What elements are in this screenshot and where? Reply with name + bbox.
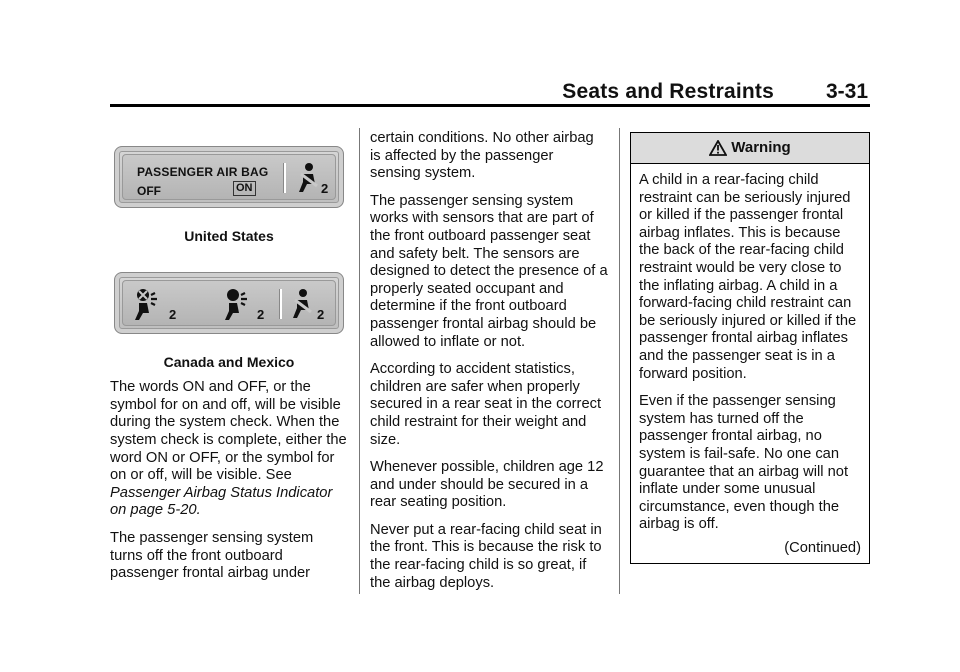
col1-paragraph-2: The passenger sensing system turns off the front outboard passenger frontal airbag under <box>110 529 314 582</box>
ca-panel-divider <box>279 289 282 319</box>
warning-paragraph-1: A child in a rear-facing child restraint can be seriously injured or killed if the passenger frontal airbag inflates. This is because the back of the rear-facing child restraint would be very close to the inflating airbag. A child in a forward-facing child restraint can be seriously injured or killed if the passenger frontal airbag inflates and the passenger seat is in a forward position. <box>639 172 857 382</box>
warning-header <box>631 133 869 164</box>
cross-reference-link: Passenger Airbag Status Indicator on page 5-20. <box>110 484 333 519</box>
continued-label: (Continued) <box>784 539 861 556</box>
column-divider-2 <box>619 128 620 594</box>
col2-paragraph-2: The passenger sensing system works with sensors that are part of the front outboard passenger seat and safety belt. The sensors are designed to detect the presence of a properly seated occupant and determine if the front outboard passenger frontal airbag should be allowed to inflate or not. <box>370 192 608 350</box>
ca-panel-sub-2: 2 <box>257 306 265 322</box>
ca-status-panel <box>114 272 344 334</box>
page-header <box>110 70 870 107</box>
warning-body <box>631 164 869 563</box>
warning-paragraph-2: Even if the passenger sensing system has turned off the passenger frontal airbag, no system is fail-safe. No one can guarantee that an airbag will not inflate under some unusual circumstance, even though the airbag is off. <box>639 393 849 533</box>
ca-panel-sub-3: 2 <box>317 306 325 322</box>
col1-paragraph-1: The words ON and OFF, or the symbol for on and off, will be visible during the system check. When the system check is complete, either the word ON or OFF, or the symbol for on or off, will be visible. See Passenger Airbag Status Indicator on page 5-20. <box>110 379 347 519</box>
us-panel-on: ON <box>233 181 256 196</box>
us-panel-label: PASSENGER AIR BAG <box>137 165 269 179</box>
column-divider-1 <box>359 128 360 594</box>
ca-seatbelt-icon <box>287 288 317 320</box>
ca-caption: Canada and Mexico <box>163 353 295 370</box>
airbag-on-icon <box>223 287 259 321</box>
col2-paragraph-5: Never put a rear-facing child seat in the front. This is because the risk to the rear-facing child is so great, if the airbag deploys. <box>370 521 602 591</box>
airbag-off-icon <box>133 287 169 321</box>
section-title: Seats and Restraints <box>562 80 774 103</box>
page-number: 3-31 <box>825 80 868 103</box>
column-3 <box>630 128 870 564</box>
warning-box <box>630 132 870 564</box>
warning-triangle-icon <box>709 140 727 156</box>
us-panel-sub: 2 <box>321 181 329 196</box>
us-panel-divider <box>283 163 286 193</box>
us-status-panel <box>114 146 344 208</box>
column-2 <box>370 130 608 602</box>
ca-panel-sub-1: 2 <box>169 306 177 322</box>
us-panel-off: OFF <box>137 184 161 198</box>
us-caption: United States <box>184 228 274 244</box>
passenger-seatbelt-icon <box>293 162 323 194</box>
warning-title: Warning <box>731 139 791 156</box>
col2-paragraph-1: certain conditions. No other airbag is affected by the passenger sensing system. <box>370 130 594 182</box>
col2-paragraph-4: Whenever possible, children age 12 and under should be secured in a rear seating position. <box>370 459 604 511</box>
column-1 <box>110 128 348 593</box>
col2-paragraph-3: According to accident statistics, children are safer when properly secured in a rear seat in the correct child restraint for their weight and size. <box>370 361 602 448</box>
